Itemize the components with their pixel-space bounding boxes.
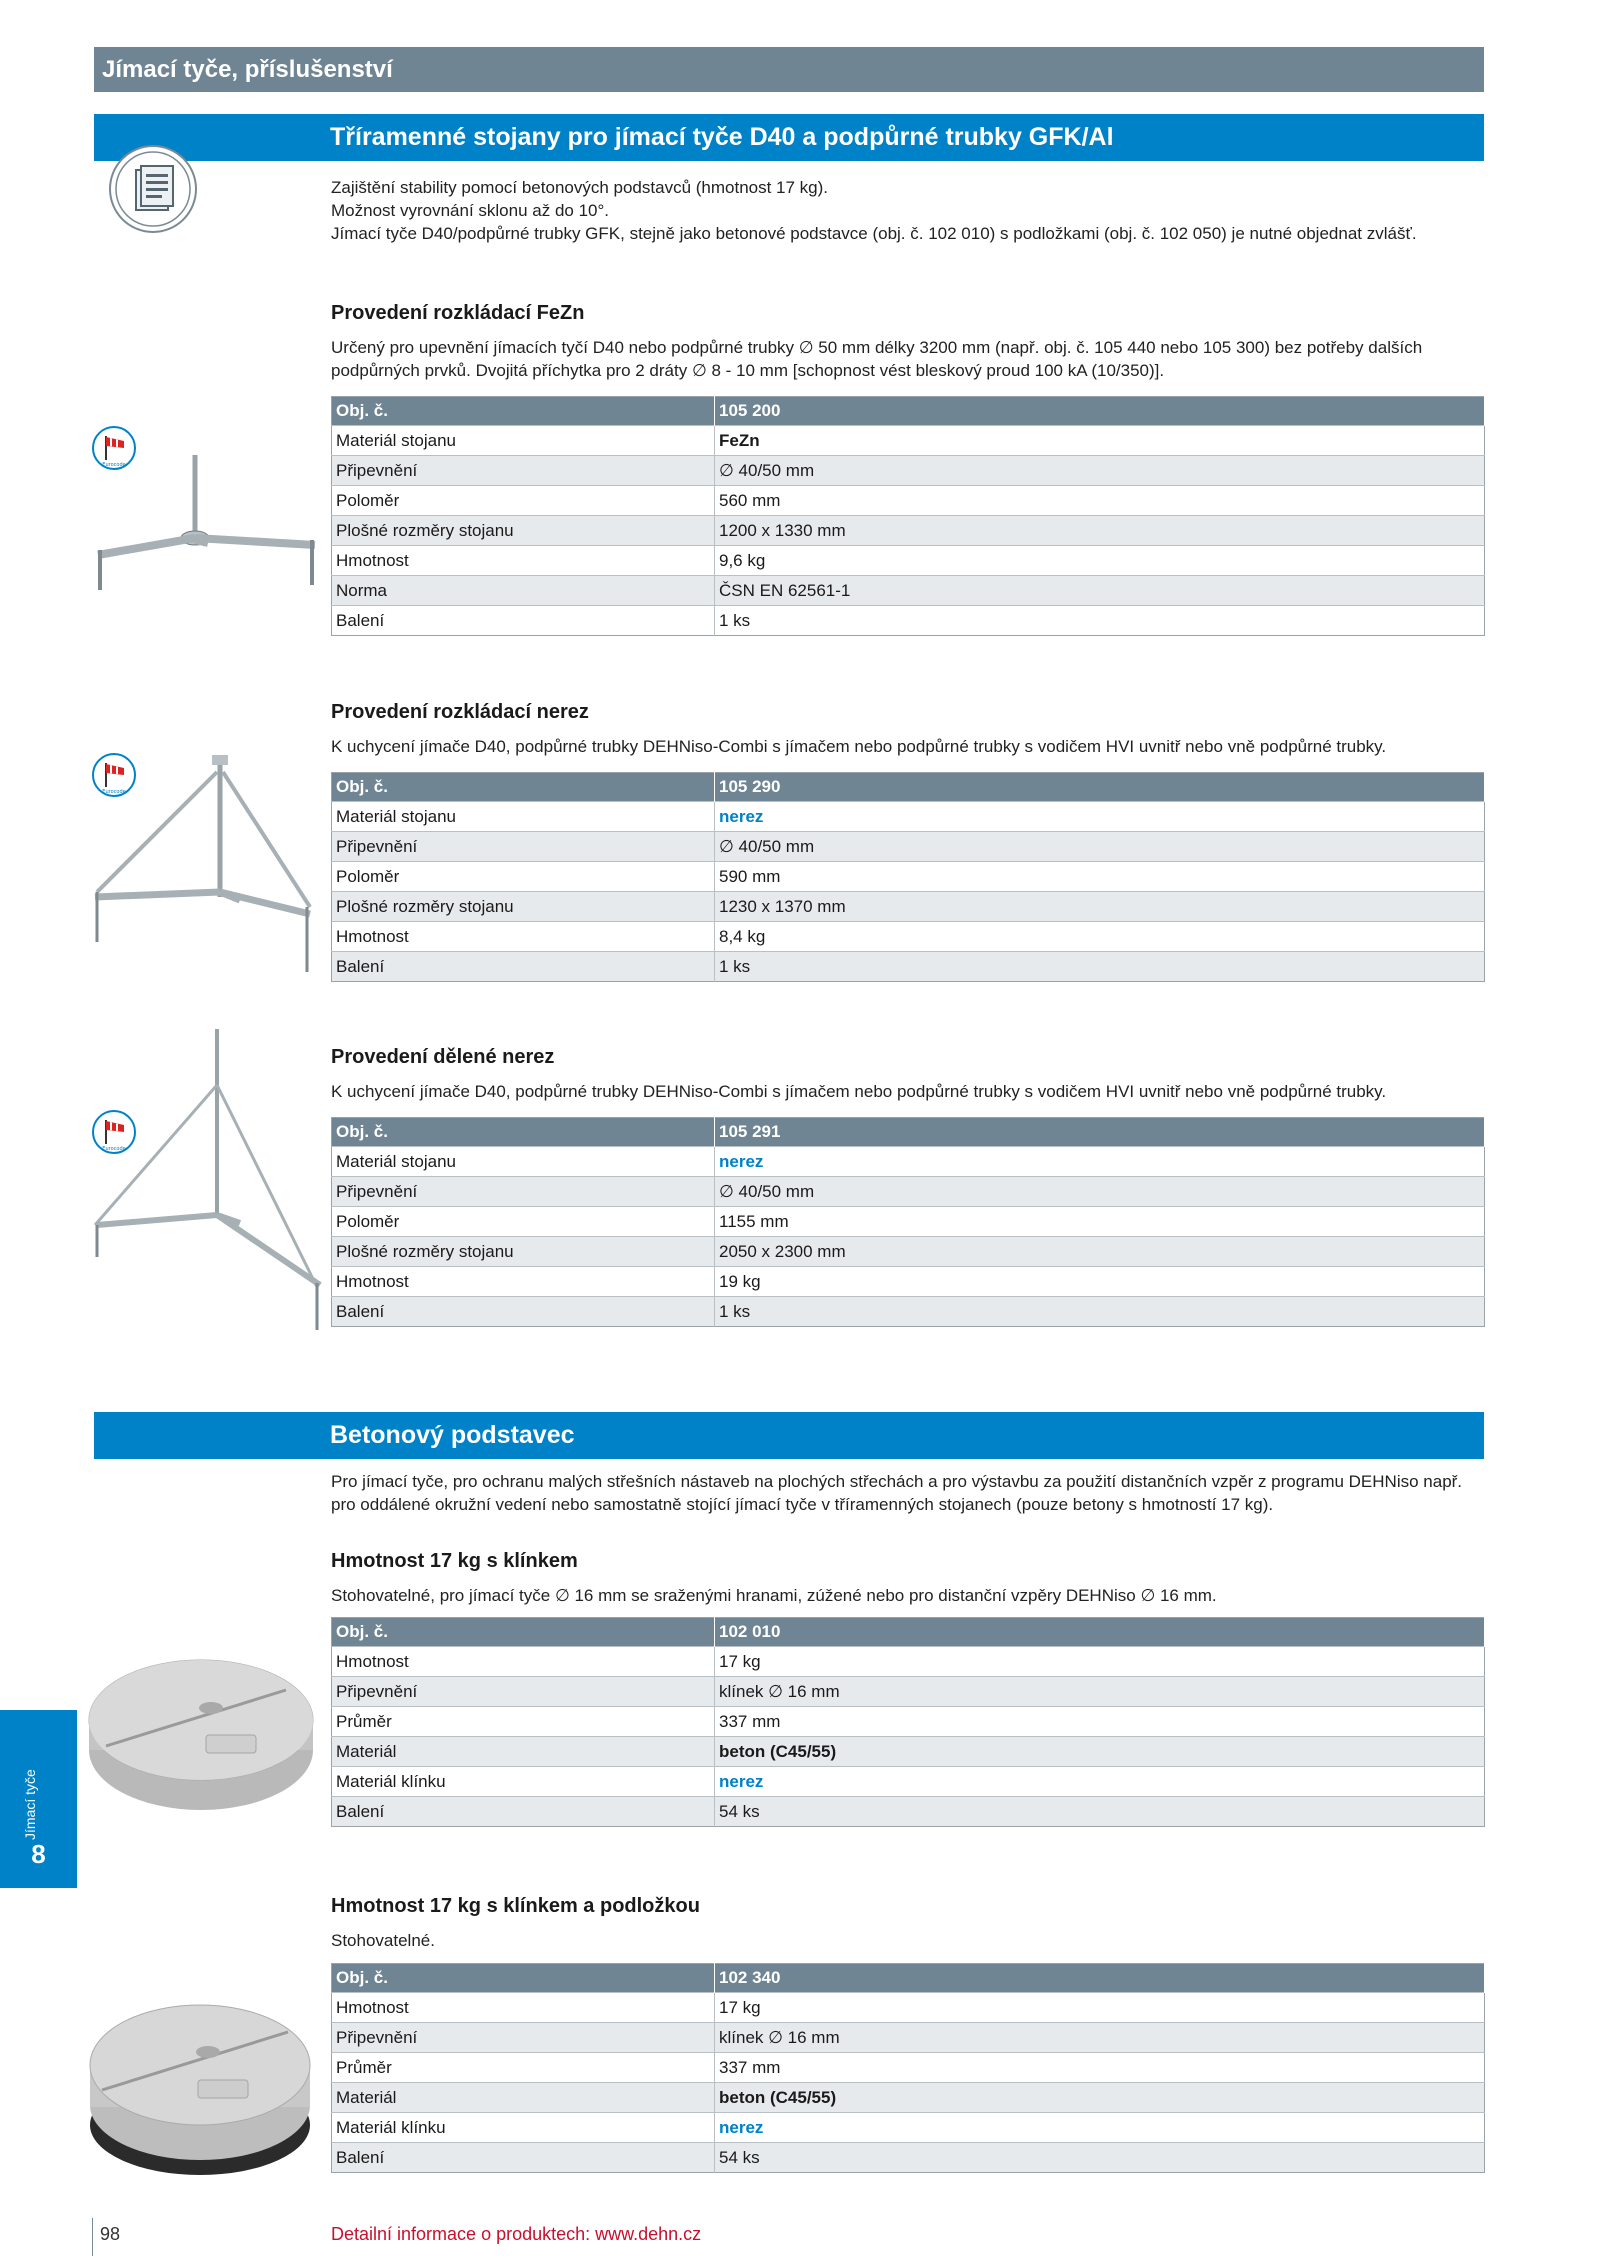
row-key: Poloměr — [332, 486, 715, 516]
tripod-nerez-image — [85, 752, 325, 977]
row-value: FeZn — [715, 426, 1485, 456]
row-value: 1230 x 1370 mm — [715, 892, 1485, 922]
row-key: Plošné rozměry stojanu — [332, 892, 715, 922]
row-value: 337 mm — [715, 1707, 1485, 1737]
row-value: nerez — [715, 2113, 1485, 2143]
row-value: 19 kg — [715, 1267, 1485, 1297]
row-value: 9,6 kg — [715, 546, 1485, 576]
row-value: 17 kg — [715, 1647, 1485, 1677]
row-value: klínek ∅ 16 mm — [715, 1677, 1485, 1707]
spec-table-105290 — [331, 772, 1485, 982]
product-heading: Hmotnost 17 kg s klínkem a podložkou — [331, 1895, 700, 1917]
header-key: Obj. č. — [332, 773, 715, 802]
row-value: 1155 mm — [715, 1207, 1485, 1237]
row-key: Materiál stojanu — [332, 1147, 715, 1177]
product-description: Stohovatelné, pro jímací tyče ∅ 16 mm se sraženými hranami, zúžené nebo pro distanční vzpěry DEHNiso ∅ 16 mm. — [331, 1586, 1217, 1605]
row-value: 17 kg — [715, 1993, 1485, 2023]
row-value: nerez — [715, 1147, 1485, 1177]
row-key: Průměr — [332, 1707, 715, 1737]
row-value: 590 mm — [715, 862, 1485, 892]
section-title: Betonový podstavec — [330, 1421, 575, 1449]
row-key: Norma — [332, 576, 715, 606]
row-key: Připevnění — [332, 832, 715, 862]
row-key: Připevnění — [332, 1177, 715, 1207]
concrete-base-pad-image — [88, 1990, 313, 2180]
page-number: 98 — [100, 2224, 121, 2244]
row-key: Připevnění — [332, 1677, 715, 1707]
row-value: nerez — [715, 1767, 1485, 1797]
row-key: Poloměr — [332, 862, 715, 892]
row-value: 2050 x 2300 mm — [715, 1237, 1485, 1267]
row-key: Hmotnost — [332, 1267, 715, 1297]
row-value: 1 ks — [715, 952, 1485, 982]
row-value: ∅ 40/50 mm — [715, 456, 1485, 486]
product-heading: Provedení rozkládací nerez — [331, 701, 589, 723]
product-description: Určený pro upevnění jímacích tyčí D40 nebo podpůrné trubky ∅ 50 mm délky 3200 mm (např. obj. č. 105 440 nebo 105 300) bez potřeby dalších podpůrných prvků. Dvojitá příchytka pro 2 dráty ∅ 8 - 10 mm [schopnost vést bleskový proud 100 kA (10/350)]. — [331, 338, 1423, 380]
row-key: Balení — [332, 2143, 715, 2173]
intro-line: Zajištění stability pomocí betonových podstavců (hmotnost 17 kg). — [331, 178, 829, 197]
row-value: 54 ks — [715, 1797, 1485, 1827]
row-key: Materiál klínku — [332, 2113, 715, 2143]
footer-link[interactable]: Detailní informace o produktech: www.dehn.cz — [331, 2224, 702, 2244]
row-value: 1200 x 1330 mm — [715, 516, 1485, 546]
header-value: 102 340 — [715, 1964, 1485, 1993]
section-title: Tříramenné stojany pro jímací tyče D40 a podpůrné trubky GFK/Al — [330, 123, 1114, 151]
row-key: Materiál klínku — [332, 1767, 715, 1797]
side-tab-label: Jímací tyče — [22, 1769, 38, 1841]
product-description: K uchycení jímače D40, podpůrné trubky DEHNiso-Combi s jímačem nebo podpůrné trubky s vodičem HVI uvnitř nebo vně podpůrné trubky. — [331, 737, 1387, 756]
header-value: 105 290 — [715, 773, 1485, 802]
header-key: Obj. č. — [332, 1118, 715, 1147]
row-value: 1 ks — [715, 1297, 1485, 1327]
product-heading: Provedení rozkládací FeZn — [331, 302, 585, 324]
row-key: Materiál — [332, 2083, 715, 2113]
row-value: beton (C45/55) — [715, 1737, 1485, 1767]
badge-text: Eurocode — [102, 789, 126, 795]
row-key: Hmotnost — [332, 546, 715, 576]
row-value: 337 mm — [715, 2053, 1485, 2083]
section-header-stands — [94, 114, 1484, 161]
row-value: 1 ks — [715, 606, 1485, 636]
row-value: nerez — [715, 802, 1485, 832]
chapter-side-tab[interactable] — [0, 1710, 77, 1888]
product-heading: Hmotnost 17 kg s klínkem — [331, 1550, 578, 1572]
row-key: Balení — [332, 952, 715, 982]
badge-text: Eurocode — [102, 462, 126, 468]
header-key: Obj. č. — [332, 397, 715, 426]
row-key: Průměr — [332, 2053, 715, 2083]
row-value: 560 mm — [715, 486, 1485, 516]
row-value: klínek ∅ 16 mm — [715, 2023, 1485, 2053]
spec-table-102340 — [331, 1963, 1485, 2173]
row-key: Hmotnost — [332, 1647, 715, 1677]
header-key: Obj. č. — [332, 1964, 715, 1993]
row-key: Materiál — [332, 1737, 715, 1767]
intro-line: Možnost vyrovnání sklonu až do 10°. — [331, 201, 610, 220]
row-value: beton (C45/55) — [715, 2083, 1485, 2113]
chapter-title: Jímací tyče, příslušenství — [94, 47, 1484, 92]
row-key: Připevnění — [332, 456, 715, 486]
row-value: 8,4 kg — [715, 922, 1485, 952]
stands-intro — [331, 176, 1485, 245]
row-value: 54 ks — [715, 2143, 1485, 2173]
row-key: Plošné rozměry stojanu — [332, 516, 715, 546]
concrete-base-image — [86, 1650, 316, 1815]
tripod-fezn-image — [90, 450, 325, 595]
row-key: Hmotnost — [332, 1993, 715, 2023]
spec-table-105291 — [331, 1117, 1485, 1327]
header-value: 102 010 — [715, 1618, 1485, 1647]
row-key: Hmotnost — [332, 922, 715, 952]
concrete-intro: Pro jímací tyče, pro ochranu malých střešních nástaveb na plochých střechách a pro výstavbu za použití distančních vzpěr z programu DEHNiso např. pro oddálené okružní vedení nebo samostatně stojící jímací tyče v tříramenných stojanech (pouze betony s hmotností 17 kg). — [331, 1472, 1463, 1514]
row-value: ČSN EN 62561-1 — [715, 576, 1485, 606]
header-key: Obj. č. — [332, 1618, 715, 1647]
row-value: ∅ 40/50 mm — [715, 1177, 1485, 1207]
badge-text: Eurocode — [102, 1146, 126, 1152]
product-description: Stohovatelné. — [331, 1931, 435, 1950]
row-key: Poloměr — [332, 1207, 715, 1237]
section-header-concrete-base — [94, 1412, 1484, 1459]
spec-table-102010 — [331, 1617, 1485, 1827]
row-key: Balení — [332, 1297, 715, 1327]
side-tab-number: 8 — [31, 1839, 46, 1869]
row-key: Materiál stojanu — [332, 802, 715, 832]
spec-table-105200 — [331, 396, 1485, 636]
row-key: Balení — [332, 1797, 715, 1827]
product-heading: Provedení dělené nerez — [331, 1046, 555, 1068]
row-key: Balení — [332, 606, 715, 636]
header-value: 105 291 — [715, 1118, 1485, 1147]
row-key: Materiál stojanu — [332, 426, 715, 456]
tripod-divided-image — [85, 1025, 325, 1335]
row-key: Plošné rozměry stojanu — [332, 1237, 715, 1267]
footer-divider — [92, 2218, 93, 2256]
document-icon — [108, 144, 198, 234]
header-value: 105 200 — [715, 397, 1485, 426]
product-description: K uchycení jímače D40, podpůrné trubky DEHNiso-Combi s jímačem nebo podpůrné trubky s vodičem HVI uvnitř nebo vně podpůrné trubky. — [331, 1082, 1387, 1101]
row-value: ∅ 40/50 mm — [715, 832, 1485, 862]
row-key: Připevnění — [332, 2023, 715, 2053]
intro-line: Jímací tyče D40/podpůrné trubky GFK, stejně jako betonové podstavce (obj. č. 102 010) s podložkami (obj. č. 102 050) je nutné objednat zvlášť. — [331, 224, 1417, 243]
